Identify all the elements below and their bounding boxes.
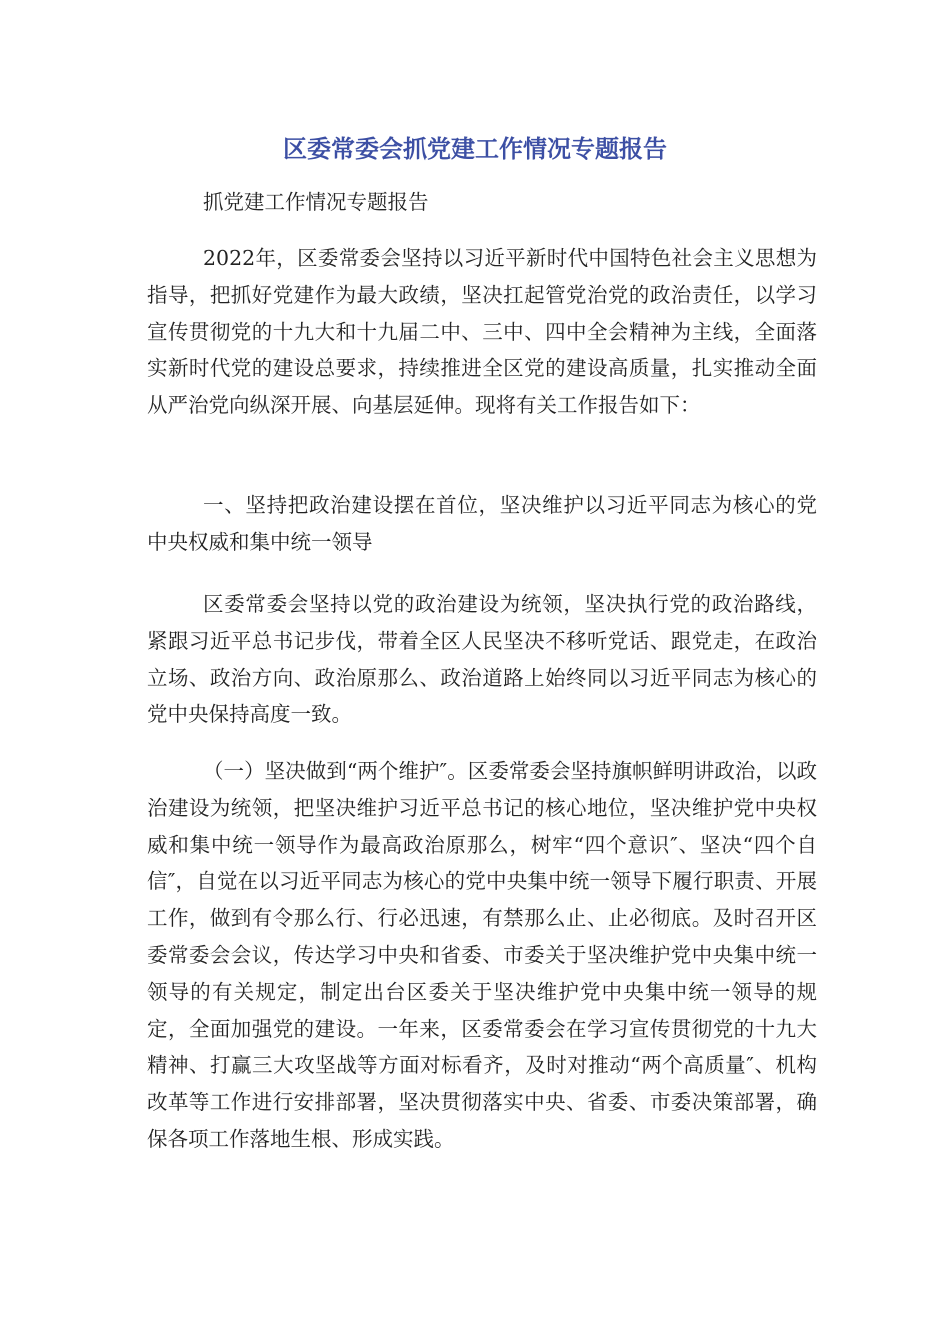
paragraph-intro: 2022年，区委常委会坚持以习近平新时代中国特色社会主义思想为指导，把抓好党建作为最大政绩，坚决扛起管党治党的政治责任，以学习宣传贯彻党的十九大和十九届二中、三中、四中全会精神为主线，全面落实新时代党的建设总要求，持续推进全区党的建设高质量，扎实推动全面从严治党向纵深开展、向基层延伸。现将有关工作报告如下： <box>147 246 817 418</box>
document-title: 区委常委会抓党建工作情况专题报告 <box>283 135 667 163</box>
paragraph-subsection-1: （一）坚决做到“两个维护″。区委常委会坚持旗帜鲜明讲政治，以政治建设为统领，把坚决维护习近平总书记的核心地位，坚决维护党中央权威和集中统一领导作为最高政治原那么，树牢“四个意识″、坚决“四个自信″，自觉在以习近平同志为核心的党中央集中统一领导下履行职责、开展工作，做到有令那么行、行必迅速，有禁那么止、止必彻底。及时召开区委常委会会议，传达学习中央和省委、市委关于坚决维护党中央集中统一领导的有关规定，制定出台区委关于坚决维护党中央集中统一领导的规定，全面加强党的建设。一年来，区委常委会在学习宣传贯彻党的十九大精神、打赢三大攻坚战等方面对标看齐，及时对推动“两个高质量″、机构改革等工作进行安排部署，坚决贯彻落实中央、省委、市委决策部署，确保各项工作落地生根、形成实践。 <box>147 759 817 1151</box>
document-subtitle: 抓党建工作情况专题报告 <box>203 190 429 214</box>
paragraph-section-1-body: 区委常委会坚持以党的政治建设为统领，坚决执行党的政治路线，紧跟习近平总书记步伐，带着全区人民坚决不移听党话、跟党走，在政治立场、政治方向、政治原那么、政治道路上始终同以习近平同志为核心的党中央保持高度一致。 <box>147 592 817 727</box>
section-heading-1: 一、坚持把政治建设摆在首位，坚决维护以习近平同志为核心的党中央权威和集中统一领导 <box>147 493 817 554</box>
